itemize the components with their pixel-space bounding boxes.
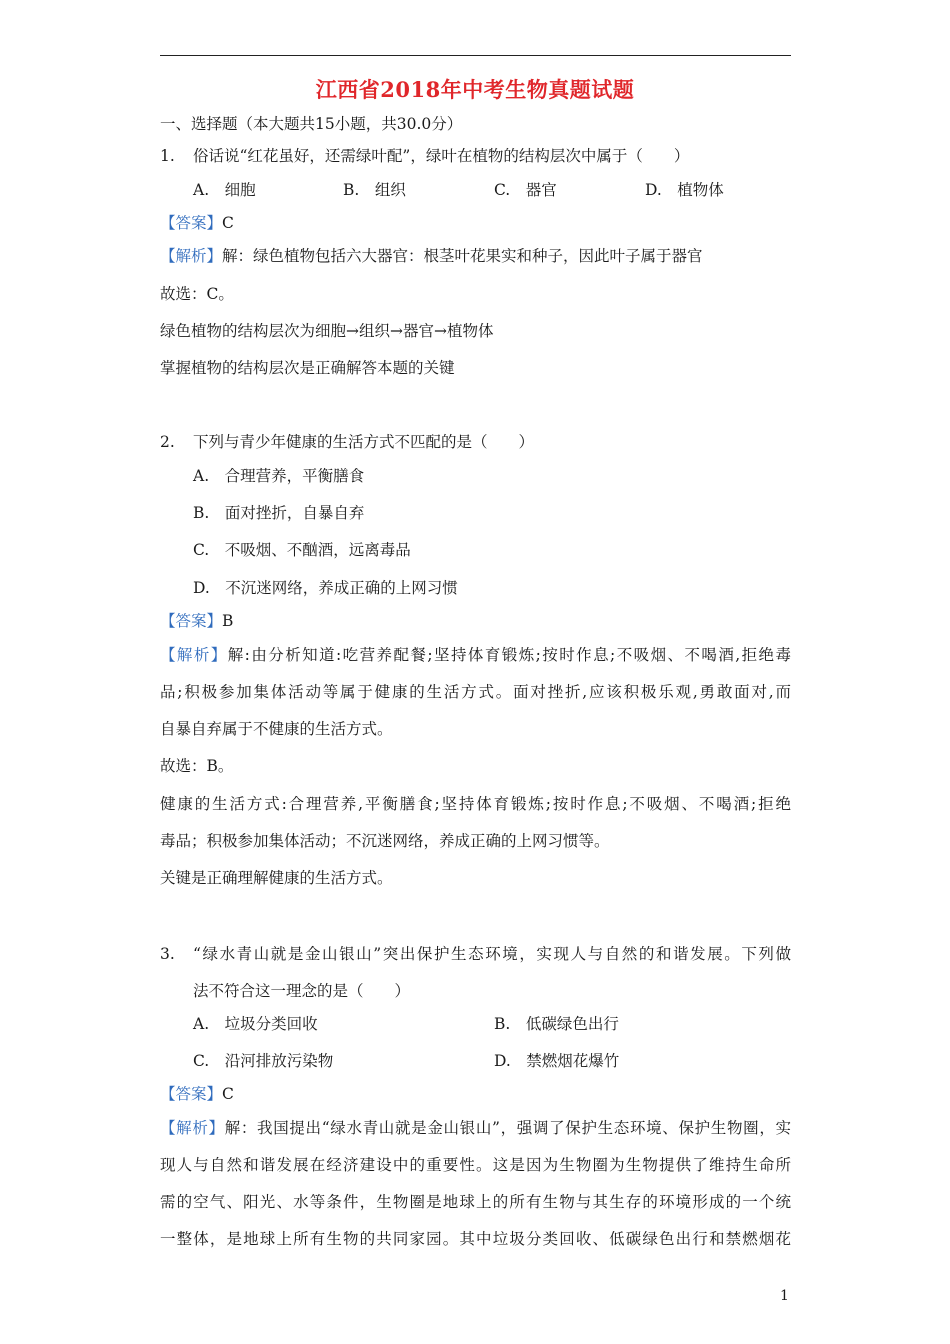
- q2-analysis-line-3: 自暴自弃属于不健康的生活方式。: [160, 720, 393, 738]
- q2-note-2: 关键是正确理解健康的生活方式。: [160, 869, 393, 887]
- q1-choose: 故选：C。: [160, 285, 234, 303]
- analysis-tag: 【解析】: [160, 247, 223, 265]
- q2-note-1-line-2: 毒品；积极参加集体活动；不沉迷网络，养成正确的上网习惯等。: [160, 832, 610, 850]
- q2-answer-value: B: [222, 612, 234, 630]
- section-heading: 一、选择题（本大题共15小题，共30.0分）: [160, 115, 463, 133]
- q2-option-d: D. 不沉迷网络，养成正确的上网习惯: [193, 579, 458, 597]
- q3-analysis-text-1: 解：我国提出“绿水青山就是金山银山”，强调了保护生态环境、保护生物圈，实: [224, 1119, 791, 1137]
- q3-option-b: B. 低碳绿色出行: [494, 1015, 619, 1033]
- q2-option-a: A. 合理营养，平衡膳食: [193, 467, 365, 485]
- q3-analysis-line-4: 一整体，是地球上所有生物的共同家园。其中垃圾分类回收、低碳绿色出行和禁燃烟花: [160, 1230, 791, 1248]
- q1-option-b: B. 组织: [343, 181, 406, 199]
- page-number: 1: [780, 1288, 789, 1304]
- q1-answer: [160, 213, 234, 233]
- q1-note-1: 绿色植物的结构层次为细胞→组织→器官→植物体: [160, 322, 494, 340]
- q2-note-1: 健康的生活方式:合理营养,平衡膳食;坚持体育锻炼;按时作息;不吸烟、不喝酒;拒绝: [160, 795, 791, 813]
- q3-analysis-line-2: 现人与自然和谐发展在经济建设中的重要性。这是因为生物圈为生物提供了维持生命所: [160, 1156, 791, 1174]
- analysis-tag: 【解析】: [160, 646, 228, 664]
- q3-option-a: A. 垃圾分类回收: [193, 1015, 318, 1033]
- q2-option-b: B. 面对挫折，自暴自弃: [193, 504, 365, 522]
- page-title: 江西省2018年中考生物真题试题: [315, 77, 635, 102]
- q3-option-d: D. 禁燃烟花爆竹: [494, 1052, 620, 1070]
- q3-stem: “绿水青山就是金山银山”突出保护生态环境，实现人与自然的和谐发展。下列做: [193, 945, 791, 963]
- q2-analysis: [160, 645, 791, 665]
- q2-analysis-text-1: 解:由分析知道:吃营养配餐;坚持体育锻炼;按时作息;不吸烟、不喝酒,拒绝毒: [227, 646, 791, 664]
- q3-option-c: C. 沿河排放污染物: [193, 1052, 334, 1070]
- answer-tag: 【答案】: [160, 612, 223, 630]
- q2-answer: [160, 611, 233, 631]
- q1-answer-value: C: [222, 214, 234, 232]
- q1-option-a: A. 细胞: [193, 181, 256, 199]
- q2-option-c: C. 不吸烟、不酗酒，远离毒品: [193, 541, 411, 559]
- q3-answer: [160, 1084, 234, 1104]
- answer-tag: 【答案】: [160, 1085, 223, 1103]
- q2-choose: 故选：B。: [160, 757, 234, 775]
- q1-analysis-text: 解：绿色植物包括六大器官：根茎叶花果实和种子，因此叶子属于器官: [222, 247, 703, 265]
- q1-note-2: 掌握植物的结构层次是正确解答本题的关键: [160, 359, 455, 377]
- header-rule: [160, 55, 791, 56]
- q1-number: 1.: [160, 147, 175, 165]
- q3-answer-value: C: [222, 1085, 234, 1103]
- q1-analysis: [160, 246, 703, 266]
- q3-analysis: [160, 1118, 791, 1138]
- q1-option-d: D. 植物体: [645, 181, 724, 199]
- q3-stem-line-2: 法不符合这一理念的是（ ）: [193, 982, 411, 1000]
- q3-analysis-line-3: 需的空气、阳光、水等条件，生物圈是地球上的所有生物与其生存的环境形成的一个统: [160, 1193, 791, 1211]
- q2-analysis-line-2: 品;积极参加集体活动等属于健康的生活方式。面对挫折,应该积极乐观,勇敢面对,而: [160, 683, 791, 701]
- q1-stem: 俗话说“红花虽好，还需绿叶配”，绿叶在植物的结构层次中属于（ ）: [193, 147, 690, 165]
- q2-stem: 下列与青少年健康的生活方式不匹配的是（ ）: [193, 433, 535, 451]
- q3-number: 3.: [160, 945, 175, 963]
- q2-number: 2.: [160, 433, 175, 451]
- answer-tag: 【答案】: [160, 214, 223, 232]
- q1-option-c: C. 器官: [494, 181, 557, 199]
- analysis-tag: 【解析】: [160, 1119, 225, 1137]
